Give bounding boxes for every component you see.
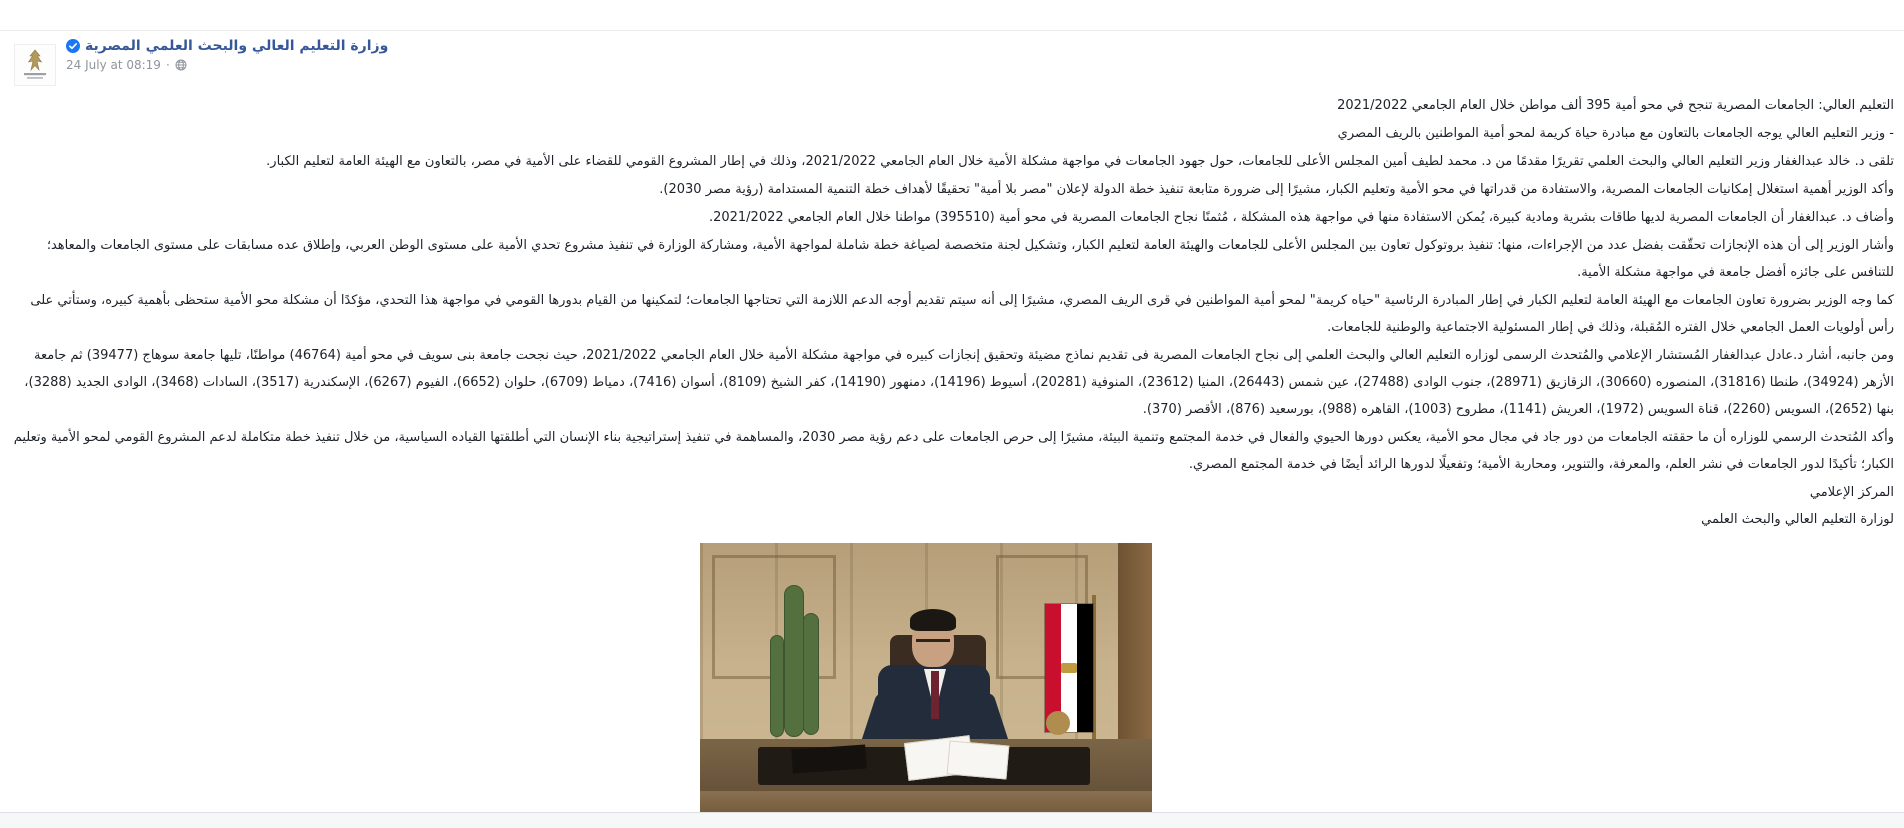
photo-cactus-plant bbox=[770, 635, 784, 737]
ministry-eagle-logo-icon bbox=[15, 45, 55, 85]
flag-black-stripe bbox=[1077, 604, 1093, 732]
post-paragraph-statistics: ومن جانبه، أشار د.عادل عبدالغفار المُستشار الإعلامي والمُتحدث الرسمى لوزاره التعليم العالي والبحث العلمي إلى نجاح الجامعات المصرية فى تقديم نماذج مضيئة وتحقيق إنجازات كبيره في مواجهة مشكلة الأمية خلال العام الجامعي 2021/2022، حيث نجحت جامعة بنى سويف في محو أمية (46764) مواطنًا، تليها جامعة سوهاج (39477) ثم جامعة الأزهر (34924)، طنطا (31816)، المنصوره (30660)، الزقازيق (28971)، جنوب الوادى (27488)، عين شمس (26443)، المنيا (23612)، المنوفية (20281)، أسيوط (14196)، دمنهور (14190)، كفر الشيخ (8109)، أسوان (7416)، دمياط (6709)، حلوان (6652)، الفيوم (6267)، الإسكندرية (3517)، السادات (3468)، الوادى الجديد (3288)، بنها (2652)، السويس (2260)، قناة السويس (1972)، العريش (1141)، مطروح (1003)، القاهره (988)، بورسعيد (876)، الأقصر (370). bbox=[24, 348, 1894, 417]
post-meta-row bbox=[66, 58, 388, 72]
post-paragraph: كما وجه الوزير بضرورة تعاون الجامعات مع الهيئة العامة لتعليم الكبار في إطار المبادرة الرئاسية "حياه كريمة" لمحو أمية المواطنين في قرى الريف المصري، مشيرًا إلى أنه سيتم تقديم أوجه الدعم اللازمة التي تحتاجها الجامعات؛ لتمكينها من القيام بدورها القومي في مواجهة هذا التحدي، مؤكدًا أن مشكلة محو الأمية ستحظى بأهمية كبيره، وستأتي على رأس أولويات العمل الجامعي خلال الفتره المُقبلة، وذلك في إطار المسئولية الاجتماعية والوطنية للجامعات. bbox=[30, 293, 1894, 335]
globe-privacy-icon bbox=[175, 59, 187, 71]
page-name-row bbox=[66, 38, 388, 54]
photo-black-folder bbox=[791, 744, 866, 773]
page-avatar[interactable] bbox=[14, 44, 56, 86]
post-photo[interactable] bbox=[700, 543, 1152, 817]
page-name-link[interactable]: وزارة التعليم العالي والبحث العلمي المصرية bbox=[85, 38, 389, 54]
photo-cactus-plant bbox=[784, 585, 804, 737]
photo-documents bbox=[947, 740, 1010, 779]
post-photo-row bbox=[0, 533, 1904, 817]
post-paragraph: تلقى د. خالد عبدالغفار وزير التعليم العالي والبحث العلمي تقريرًا مقدمًا من د. محمد لطيف أمين المجلس الأعلى للجامعات، حول جهود الجامعات في مواجهة مشكلة الأمية خلال العام الجامعي 2021/2022، وذلك في إطار المشروع القومي للقضاء على الأمية في مصر، بالتعاون مع الهيئة العامة لتعليم الكبار. bbox=[266, 154, 1894, 169]
post-text bbox=[0, 88, 1904, 533]
meta-separator: · bbox=[165, 58, 170, 72]
post-headline: التعليم العالي: الجامعات المصرية تنجح في محو أمية 395 ألف مواطن خلال العام الجامعي 2021/2022 bbox=[1337, 98, 1894, 113]
photo-minister-glasses bbox=[916, 639, 950, 645]
post-signature-line2: لوزارة التعليم العالي والبحث العلمي bbox=[1701, 512, 1894, 527]
bottom-gray-bar bbox=[0, 812, 1904, 828]
photo-gold-ornament bbox=[1046, 711, 1070, 735]
post-paragraph: وأكد الوزير أهمية استغلال إمكانيات الجامعات المصرية، والاستفادة من قدراتها في محو الأمية وتعليم الكبار، مشيرًا إلى ضرورة متابعة تنفيذ خطة الدولة لإعلان "مصر بلا أمية" تحقيقًا لأهداف خطة التنمية المستدامة (رؤية مصر 2030). bbox=[659, 182, 1894, 197]
flag-eagle-emblem bbox=[1061, 663, 1077, 673]
post-paragraph: وأضاف د. عبدالغفار أن الجامعات المصرية لديها طاقات بشرية ومادية كبيرة، يُمكن الاستفادة منها في مواجهة هذه المشكلة ، مُثمنًا نجاح الجامعات المصرية في محو أمية (395510) مواطنا خلال العام الجامعي 2021/2022. bbox=[708, 210, 1894, 225]
post-paragraph: وأكد المُتحدث الرسمي للوزاره أن ما حققته الجامعات من دور جاد في مجال محو الأمية، يعكس دورها الحيوي والفعال في خدمة المجتمع وتنمية البيئة، مشيرًا إلى حرص الجامعات على دعم رؤية مصر 2030، والمساهمة في تنفيذ إستراتيجية بناء الإنسان التي أطلقتها القياده السياسية، من خلال تنفيذ خطة متكاملة لدعم المشروع القومي لمحو الأمية وتعليم الكبار؛ تأكيدًا لدور الجامعات في نشر العلم، والمعرفة، والتنوير، ومحاربة الأمية؛ وتفعيلًا لدورها الرائد أيضًا في خدمة المجتمع المصري. bbox=[13, 430, 1894, 472]
post-header bbox=[0, 31, 1904, 88]
post-paragraph: وأشار الوزير إلى أن هذه الإنجازات تحقّقت بفضل عدد من الإجراءات، منها: تنفيذ بروتوكول تعاون بين المجلس الأعلى للجامعات والهيئة العامة لتعليم الكبار، وتشكيل لجنة متخصصة لصياغة خطة شاملة لمواجهة الأمية، ومشاركة الوزارة في تنفيذ مشروع تحدي الأمية على مستوى الوطن العربي، وإطلاق عده مسابقات على مستوى الجامعات والمعاهد؛ للتنافس على جائزه أفضل جامعة في مواجهة مشكلة الأمية. bbox=[46, 238, 1894, 280]
post-timestamp[interactable]: 24 July at 08:19 bbox=[66, 58, 161, 72]
post-subheadline: - وزير التعليم العالي يوجه الجامعات بالتعاون مع مبادرة حياة كريمة لمحو أمية المواطنين بالريف المصري bbox=[1337, 126, 1894, 141]
photo-minister-hair bbox=[910, 609, 956, 631]
photo-cactus-plant bbox=[803, 613, 819, 735]
verified-badge-icon bbox=[66, 39, 80, 53]
post-signature-line1: المركز الإعلامي bbox=[1809, 485, 1894, 500]
top-separator bbox=[0, 0, 1904, 31]
photo-minister-tie bbox=[931, 671, 939, 719]
